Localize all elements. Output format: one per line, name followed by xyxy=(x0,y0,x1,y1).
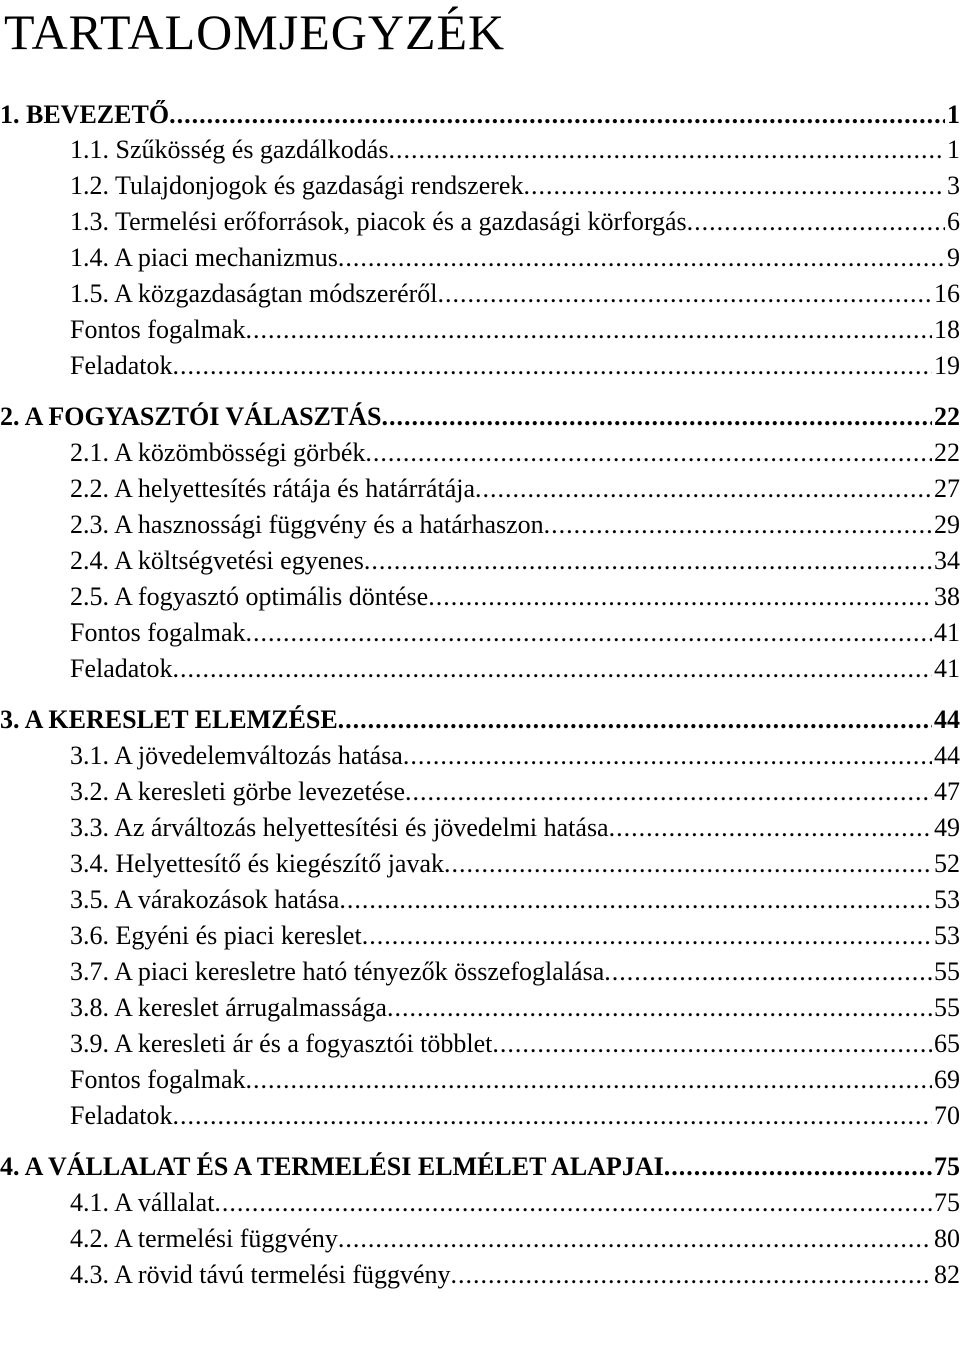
toc-entry-label: 2.1. A közömbösségi görbék xyxy=(70,438,366,467)
dot-leader xyxy=(403,738,932,774)
toc-page-number: 52 xyxy=(934,849,960,878)
toc-section-entry[interactable] xyxy=(70,471,960,507)
dot-leader xyxy=(362,918,932,954)
toc-page-number: 53 xyxy=(934,885,960,914)
toc-entry-label: 3.6. Egyéni és piaci kereslet xyxy=(70,921,362,950)
dot-leader xyxy=(365,435,932,471)
toc-chapter-entry[interactable] xyxy=(0,399,960,435)
dot-leader xyxy=(609,810,932,846)
dot-leader xyxy=(339,882,932,918)
toc-page-number: 69 xyxy=(934,1065,960,1094)
toc-page-number: 75 xyxy=(934,1188,960,1217)
toc-section-entry[interactable] xyxy=(70,312,960,348)
toc-entry-label: 1. BEVEZETŐ xyxy=(0,100,170,129)
toc-section-entry[interactable] xyxy=(70,168,960,204)
toc-page-number: 38 xyxy=(934,582,960,611)
toc-page-number: 41 xyxy=(934,654,960,683)
toc-page-number: 80 xyxy=(934,1224,960,1253)
toc-page-number: 29 xyxy=(934,510,960,539)
toc-page-number: 65 xyxy=(934,1029,960,1058)
toc-entry-label: 3.2. A keresleti görbe levezetése xyxy=(70,777,405,806)
toc-page-number: 55 xyxy=(934,957,960,986)
toc-section-entry[interactable] xyxy=(70,1062,960,1098)
toc-section-entry[interactable] xyxy=(70,507,960,543)
dot-leader xyxy=(604,954,932,990)
toc-section-entry[interactable] xyxy=(70,774,960,810)
dot-leader xyxy=(687,204,945,240)
toc-entry-label: Fontos fogalmak xyxy=(70,315,246,344)
toc-section-entry[interactable] xyxy=(70,651,960,687)
toc-page-number: 18 xyxy=(934,315,960,344)
dot-leader xyxy=(246,312,933,348)
toc-entry-label: 2.5. A fogyasztó optimális döntése xyxy=(70,582,429,611)
dot-leader xyxy=(405,774,932,810)
dot-leader xyxy=(338,1221,932,1257)
toc-page-number: 44 xyxy=(934,705,960,734)
toc-section-entry[interactable] xyxy=(70,1098,960,1134)
toc-page-number: 41 xyxy=(934,618,960,647)
toc-entry-label: Fontos fogalmak xyxy=(70,1065,246,1094)
toc-page-number: 47 xyxy=(934,777,960,806)
dot-leader xyxy=(338,240,945,276)
toc-page-number: 27 xyxy=(934,474,960,503)
toc-chapter-entry[interactable] xyxy=(0,1149,960,1185)
toc-section-entry[interactable] xyxy=(70,1221,960,1257)
toc-section-entry[interactable] xyxy=(70,615,960,651)
toc-page-number: 82 xyxy=(934,1260,960,1289)
dot-leader xyxy=(246,615,933,651)
dot-leader xyxy=(338,702,932,738)
toc-entry-label: Feladatok xyxy=(70,1101,173,1130)
dot-leader xyxy=(544,507,932,543)
toc-entry-label: 1.1. Szűkösség és gazdálkodás xyxy=(70,135,389,164)
dot-leader xyxy=(388,132,945,168)
toc-section-entry[interactable] xyxy=(70,738,960,774)
toc-section-entry[interactable] xyxy=(70,435,960,471)
toc-section-entry[interactable] xyxy=(70,1185,960,1221)
toc-entry-label: 1.3. Termelési erőforrások, piacok és a gazdasági körforgás xyxy=(70,207,687,236)
toc-section-entry[interactable] xyxy=(70,810,960,846)
dot-leader xyxy=(438,276,933,312)
dot-leader xyxy=(451,1257,932,1293)
toc-page-number: 16 xyxy=(934,279,960,308)
dot-leader xyxy=(492,1026,932,1062)
toc-entry-label: 4.1. A vállalat xyxy=(70,1188,215,1217)
toc-section-entry[interactable] xyxy=(70,1257,960,1293)
dot-leader xyxy=(169,97,945,133)
toc-section-entry[interactable] xyxy=(70,918,960,954)
dot-leader xyxy=(381,399,932,435)
toc-entry-label: 3.1. A jövedelemváltozás hatása xyxy=(70,741,403,770)
toc-entry-label: 1.4. A piaci mechanizmus xyxy=(70,243,338,272)
toc-section-entry[interactable] xyxy=(70,348,960,384)
toc-entry-label: Feladatok xyxy=(70,351,173,380)
dot-leader xyxy=(364,543,932,579)
toc-entry-label: 1.5. A közgazdaságtan módszeréről xyxy=(70,279,438,308)
page-title: TARTALOMJEGYZÉK xyxy=(4,4,506,60)
toc-page-number: 22 xyxy=(934,402,960,431)
toc-page-number: 1 xyxy=(947,135,960,164)
toc-section-entry[interactable] xyxy=(70,1026,960,1062)
toc-entry-label: 3. A KERESLET ELEMZÉSE xyxy=(0,705,338,734)
toc-page-number: 75 xyxy=(934,1152,960,1181)
toc-entry-label: 4.3. A rövid távú termelési függvény xyxy=(70,1260,451,1289)
toc-page-number: 44 xyxy=(934,741,960,770)
toc-entry-label: 2. A FOGYASZTÓI VÁLASZTÁS xyxy=(0,402,382,431)
toc-entry-label: 3.5. A várakozások hatása xyxy=(70,885,340,914)
toc-page-number: 19 xyxy=(934,351,960,380)
toc-section-entry[interactable] xyxy=(70,990,960,1026)
toc-page-number: 49 xyxy=(934,813,960,842)
toc-page-number: 34 xyxy=(934,546,960,575)
dot-leader xyxy=(173,348,932,384)
toc-entry-label: 4. A VÁLLALAT ÉS A TERMELÉSI ELMÉLET ALAPJAI xyxy=(0,1152,664,1181)
toc-page-number: 53 xyxy=(934,921,960,950)
dot-leader xyxy=(214,1185,932,1221)
toc-entry-label: 3.4. Helyettesítő és kiegészítő javak xyxy=(70,849,445,878)
dot-leader xyxy=(173,1098,932,1134)
toc-entry-label: Feladatok xyxy=(70,654,173,683)
toc-section-entry[interactable] xyxy=(70,882,960,918)
toc-entry-label: 4.2. A termelési függvény xyxy=(70,1224,338,1253)
toc-section-entry[interactable] xyxy=(70,846,960,882)
dot-leader xyxy=(173,651,932,687)
dot-leader xyxy=(444,846,932,882)
toc-page-number: 70 xyxy=(934,1101,960,1130)
toc-entry-label: 1.2. Tulajdonjogok és gazdasági rendszerek xyxy=(70,171,524,200)
toc-section-entry[interactable] xyxy=(70,954,960,990)
toc-section-entry[interactable] xyxy=(70,579,960,615)
dot-leader xyxy=(523,168,945,204)
toc-entry-label: 3.8. A kereslet árrugalmassága xyxy=(70,993,387,1022)
dot-leader xyxy=(664,1149,932,1185)
toc-page-number: 22 xyxy=(934,438,960,467)
toc-entry-label: 2.4. A költségvetési egyenes xyxy=(70,546,364,575)
toc-entry-label: 2.3. A hasznossági függvény és a határhaszon xyxy=(70,510,544,539)
toc-section-entry[interactable] xyxy=(70,204,960,240)
toc-entry-label: 2.2. A helyettesítés rátája és határrátája xyxy=(70,474,475,503)
toc-page-number: 1 xyxy=(947,100,960,129)
toc-page-number: 55 xyxy=(934,993,960,1022)
dot-leader xyxy=(387,990,932,1026)
toc-page-number: 9 xyxy=(947,243,960,272)
dot-leader xyxy=(475,471,932,507)
toc-section-entry[interactable] xyxy=(70,132,960,168)
dot-leader xyxy=(428,579,932,615)
toc-entry-label: 3.7. A piaci keresletre ható tényezők összefoglalása xyxy=(70,957,605,986)
toc-section-entry[interactable] xyxy=(70,276,960,312)
toc-entry-label: 3.3. Az árváltozás helyettesítési és jövedelmi hatása xyxy=(70,813,609,842)
toc-section-entry[interactable] xyxy=(70,240,960,276)
toc-chapter-entry[interactable] xyxy=(0,702,960,738)
toc-chapter-entry[interactable] xyxy=(0,97,960,133)
toc-entry-label: 3.9. A keresleti ár és a fogyasztói többlet xyxy=(70,1029,493,1058)
toc-section-entry[interactable] xyxy=(70,543,960,579)
toc-page-number: 3 xyxy=(947,171,960,200)
toc-page-number: 6 xyxy=(947,207,960,236)
toc-entry-label: Fontos fogalmak xyxy=(70,618,246,647)
dot-leader xyxy=(246,1062,933,1098)
